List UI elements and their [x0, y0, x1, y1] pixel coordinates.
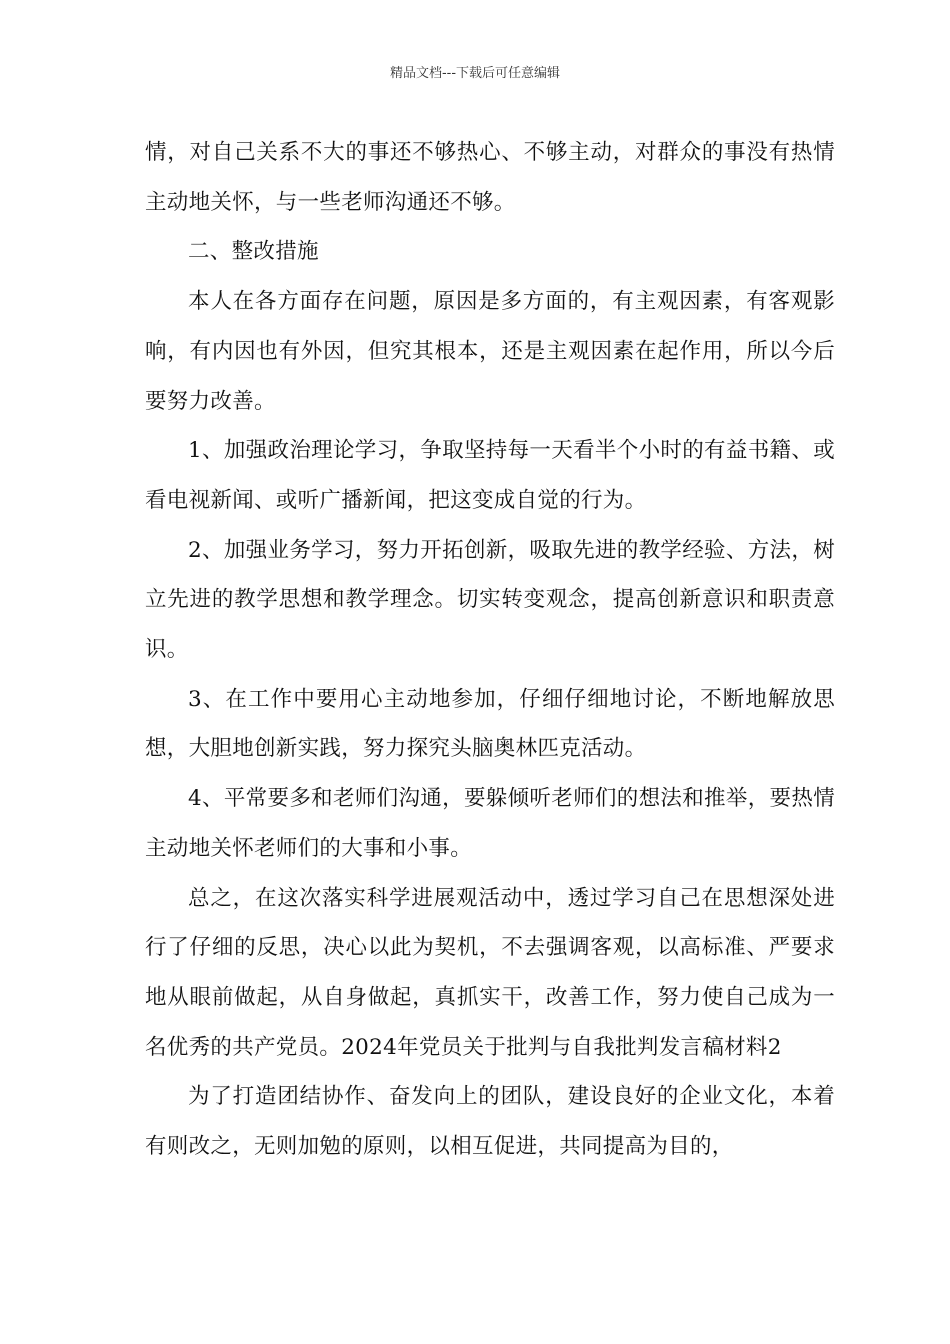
section-heading-rectification: 二、整改措施 — [188, 239, 319, 265]
measure-item-1: 1、加强政治理论学习，争取坚持每一天看半个小时的有益书籍、或看电视新闻、或听广播新闻，把这变成自觉的行为。 — [145, 438, 835, 513]
paragraph-3: 本人在各方面存在问题，原因是多方面的，有主观因素，有客观影响，有内因也有外因，但究其根本，还是主观因素在起作用，所以今后要努力改善。 — [145, 289, 835, 414]
measure-item-4: 4、平常要多和老师们沟通，要躲倾听老师们的想法和推举，要热情主动地关怀老师们的大事和小事。 — [145, 786, 835, 861]
paragraph-1: 情，对自己关系不大的事还不够热心、不够主动，对群众的事没有热情主动地关怀，与一些老师沟通还不够。 — [145, 140, 835, 215]
document-body — [145, 128, 835, 1172]
measure-item-3: 3、在工作中要用心主动地参加，仔细仔细地讨论，不断地解放思想，大胆地创新实践，努力探究头脑奥林匹克活动。 — [145, 686, 835, 762]
measure-item-2: 2、加强业务学习，努力开拓创新，吸取先进的教学经验、方法，树立先进的教学思想和教学理念。切实转变观念，提高创新意识和职责意识。 — [145, 537, 835, 663]
summary-paragraph: 总之，在这次落实科学进展观活动中，透过学习自己在思想深处进行了仔细的反思，决心以此为契机，不去强调客观，以高标准、严要求地从眼前做起，从自身做起，真抓实干，改善工作，努力使自己成为一名优秀的共产党员。2024年党员关于批判与自我批判发言稿材料2 — [145, 885, 835, 1060]
paragraph-9: 为了打造团结协作、奋发向上的团队，建设良好的企业文化，本着有则改之，无则加勉的原则，以相互促进，共同提高为目的， — [145, 1084, 835, 1160]
page-header: 精品文档---下载后可任意编辑 — [389, 66, 561, 81]
